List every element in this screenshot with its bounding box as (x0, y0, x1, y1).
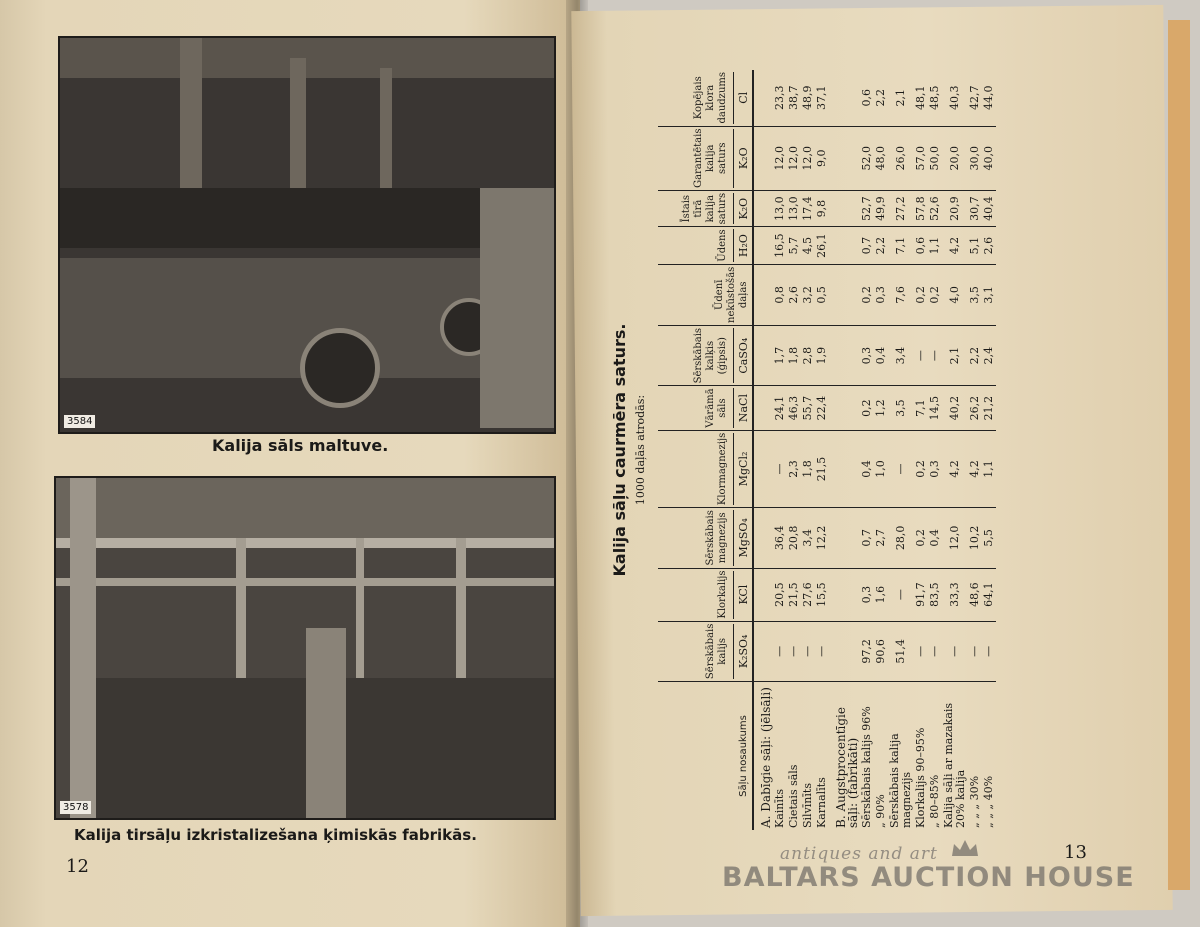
table-cell: 40,4 (982, 190, 996, 226)
table-cell: — (914, 325, 928, 385)
table-cell: 17,4 (801, 190, 815, 226)
table-cell: 0,5 (815, 264, 829, 325)
photo-grinding-mill (58, 36, 556, 434)
table-cell: 37,1 (815, 70, 829, 126)
table-cell: — (942, 621, 968, 681)
table-cell: 1,2 (874, 386, 888, 430)
table-cell: 14,5 (928, 386, 942, 430)
column-header-label: Īstais tīrā kalija saturs (681, 192, 728, 225)
table-cell: 13,0 (773, 190, 787, 226)
table-cell: — (787, 621, 801, 681)
row-label: „ 90% (874, 794, 887, 828)
table-cell: 24,1 (773, 386, 787, 430)
table-cell: 21,5 (787, 568, 801, 621)
table-cell: — (773, 621, 787, 681)
empty-cell (753, 325, 773, 385)
table-cell: 0,2 (860, 264, 874, 325)
row-label: „ „ „ 40% (982, 775, 995, 828)
row-label: Kalija sāļi ar mazakais 20% kalija (942, 702, 967, 828)
table-cell: 0,3 (860, 325, 874, 385)
table-cell: — (888, 568, 914, 621)
table-row (888, 70, 914, 830)
table-row (914, 70, 928, 830)
table-cell: 48,5 (928, 70, 942, 126)
table-cell: 1,9 (815, 325, 829, 385)
table-cell: 20,5 (773, 568, 787, 621)
table-cell: 51,4 (888, 621, 914, 681)
column-header-formula: KCl (733, 571, 750, 619)
column-header-label: Klorkalijs (717, 570, 728, 619)
page-number: 12 (66, 856, 89, 877)
table-cell: 57,8 (914, 190, 928, 226)
empty-cell (829, 227, 860, 264)
table-cell: 48,1 (914, 70, 928, 126)
empty-cell (753, 508, 773, 568)
table-cell: 7,6 (888, 264, 914, 325)
column-header-formula: K₂O (733, 193, 750, 224)
empty-cell (753, 264, 773, 325)
table-cell: 3,4 (888, 325, 914, 385)
table-cell: 27,6 (801, 568, 815, 621)
column-header (658, 227, 753, 264)
table-cell: 20,0 (942, 126, 968, 190)
table-cell: 12,2 (815, 508, 829, 568)
table-row (968, 70, 982, 830)
column-header (658, 70, 753, 126)
empty-cell (829, 264, 860, 325)
table-cell: 3,5 (968, 264, 982, 325)
table-cell: 83,5 (928, 568, 942, 621)
table-cell: 12,0 (787, 126, 801, 190)
empty-cell (829, 621, 860, 681)
table-cell: 52,7 (860, 190, 874, 226)
photo-number-tag: 3584 (64, 415, 95, 428)
photo-number-tag: 3578 (60, 801, 91, 814)
column-header-label: Klormagnezijs (717, 432, 728, 506)
table-row (773, 70, 787, 830)
column-header (658, 264, 753, 325)
empty-cell (829, 508, 860, 568)
table-cell: 0,6 (914, 227, 928, 264)
salt-composition-table (658, 70, 996, 830)
row-label: Sērskābais kalijs 96% (860, 706, 873, 828)
column-header-label: Sērskābais magnezijs (705, 510, 728, 566)
table-cell: 0,4 (860, 430, 874, 507)
table-cell: 40,0 (982, 126, 996, 190)
table-cell: 26,0 (888, 126, 914, 190)
table-cell: 2,6 (982, 227, 996, 264)
table-cell: 2,6 (787, 264, 801, 325)
crown-icon (950, 838, 980, 858)
rotated-table-block (610, 70, 1060, 830)
table-row (815, 70, 829, 830)
table-cell: 0,3 (874, 264, 888, 325)
column-header-label: Kopējais klora daudzums (693, 72, 728, 124)
table-cell: 15,5 (815, 568, 829, 621)
table-cell: 2,3 (787, 430, 801, 507)
table-row (787, 70, 801, 830)
empty-cell (829, 190, 860, 226)
table-cell: 64,1 (982, 568, 996, 621)
table-group-row (829, 70, 860, 830)
page-number: 13 (1064, 842, 1087, 863)
table-cell: 5,1 (968, 227, 982, 264)
table-cell: 40,2 (942, 386, 968, 430)
row-label: „ 80–85% (928, 774, 941, 828)
row-label: Klorkalijs 90–95% (914, 727, 927, 828)
table-cell: 7,1 (914, 386, 928, 430)
table-cell: 21,5 (815, 430, 829, 507)
table-cell: 48,9 (801, 70, 815, 126)
empty-cell (753, 190, 773, 226)
table-cell: 50,0 (928, 126, 942, 190)
table-cell: 0,2 (914, 264, 928, 325)
table-cell: 20,9 (942, 190, 968, 226)
empty-cell (753, 386, 773, 430)
column-header (658, 325, 753, 385)
column-header-label: Vārāmā sāls (705, 388, 728, 428)
row-label: Sērskābais kalija magnezijs (888, 733, 913, 828)
table-cell: 2,7 (874, 508, 888, 568)
table-cell: 52,0 (860, 126, 874, 190)
table-cell: 1,1 (928, 227, 942, 264)
table-cell: 2,1 (888, 70, 914, 126)
watermark-brand: BALTARS AUCTION HOUSE (722, 862, 1135, 893)
table-cell: 26,2 (968, 386, 982, 430)
table-cell: 36,4 (773, 508, 787, 568)
table-cell: 3,2 (801, 264, 815, 325)
table-subtitle: 1000 daļās atrodās: (634, 394, 647, 506)
table-cell: 49,9 (874, 190, 888, 226)
table-cell: 0,3 (860, 568, 874, 621)
table-cell: 90,6 (874, 621, 888, 681)
empty-cell (829, 568, 860, 621)
table-cell: 0,4 (874, 325, 888, 385)
table-row (982, 70, 996, 830)
table-cell: 46,3 (787, 386, 801, 430)
table-cell: 4,2 (968, 430, 982, 507)
table-cell: 5,5 (982, 508, 996, 568)
table-cell: 2,2 (874, 227, 888, 264)
column-header-name (658, 682, 753, 830)
table-cell: 30,7 (968, 190, 982, 226)
table-cell: 1,6 (874, 568, 888, 621)
table-cell: 4,0 (942, 264, 968, 325)
table-cell: 4,5 (801, 227, 815, 264)
column-header-formula: Cl (733, 72, 750, 124)
table-header-row (658, 70, 753, 830)
table-cell: 0,2 (914, 508, 928, 568)
table-cell: 3,5 (888, 386, 914, 430)
photo-crystallization-hall (54, 476, 556, 820)
empty-cell (753, 621, 773, 681)
table-cell: 33,3 (942, 568, 968, 621)
left-page (0, 0, 580, 927)
empty-cell (753, 126, 773, 190)
table-cell: — (801, 621, 815, 681)
table-cell: 13,0 (787, 190, 801, 226)
table-cell: 57,0 (914, 126, 928, 190)
table-cell: 20,8 (787, 508, 801, 568)
column-header-formula: MgSO₄ (733, 510, 750, 565)
table-cell: 12,0 (801, 126, 815, 190)
photo-caption: Kalija tirsāļu izkristalizešana ķimiskās fabrikās. (74, 826, 477, 844)
table-cell: 4,2 (942, 430, 968, 507)
table-cell: 0,2 (928, 264, 942, 325)
row-label: Cietais sāls (787, 764, 800, 828)
column-header-label: Ūdens (717, 229, 728, 262)
table-cell: 21,2 (982, 386, 996, 430)
column-header-formula: MgCl₂ (733, 433, 750, 505)
column-header (658, 126, 753, 190)
row-label: Karnalīts (815, 777, 828, 828)
page-edge (1168, 20, 1190, 890)
photo-caption: Kalija sāls maltuve. (212, 436, 389, 455)
empty-cell (829, 325, 860, 385)
table-cell: 48,6 (968, 568, 982, 621)
empty-cell (829, 430, 860, 507)
table-cell: — (982, 621, 996, 681)
table-cell: — (968, 621, 982, 681)
empty-cell (753, 70, 773, 126)
table-cell: 0,7 (860, 227, 874, 264)
table-cell: 10,2 (968, 508, 982, 568)
table-cell: — (815, 621, 829, 681)
table-cell: 2,8 (801, 325, 815, 385)
table-row (942, 70, 968, 830)
column-header-label: Garantētais kalija saturs (693, 128, 728, 188)
table-cell: 1,1 (982, 430, 996, 507)
column-header-label: Ūdenī nekūstošās daļas (714, 266, 749, 323)
table-cell: 9,8 (815, 190, 829, 226)
table-row (928, 70, 942, 830)
column-header (658, 508, 753, 568)
table-cell: 2,2 (874, 70, 888, 126)
table-cell: — (928, 325, 942, 385)
table-cell: 3,1 (982, 264, 996, 325)
table-cell: 0,8 (773, 264, 787, 325)
table-cell: 26,1 (815, 227, 829, 264)
table-cell: 97,2 (860, 621, 874, 681)
table-body (753, 70, 996, 830)
table-cell: 0,2 (860, 386, 874, 430)
table-cell: 40,3 (942, 70, 968, 126)
column-header (658, 386, 753, 430)
column-header-label: Sērskābais kalijs (705, 623, 728, 680)
empty-cell (829, 126, 860, 190)
table-cell: 44,0 (982, 70, 996, 126)
column-header-formula: K₂SO₄ (733, 624, 750, 679)
table-cell: 1,0 (874, 430, 888, 507)
table-cell: 28,0 (888, 508, 914, 568)
empty-cell (753, 227, 773, 264)
table-cell: 12,0 (773, 126, 787, 190)
column-header-formula: K₂O (733, 129, 750, 188)
empty-cell (753, 430, 773, 507)
empty-cell (829, 386, 860, 430)
table-cell: — (914, 621, 928, 681)
table-cell: 22,4 (815, 386, 829, 430)
table-cell: 2,2 (968, 325, 982, 385)
table-wrapper (610, 60, 1070, 830)
table-cell: — (928, 621, 942, 681)
table-cell: 52,6 (928, 190, 942, 226)
table-cell: 42,7 (968, 70, 982, 126)
table-cell: 30,0 (968, 126, 982, 190)
table-cell: 0,6 (860, 70, 874, 126)
table-cell: 2,1 (942, 325, 968, 385)
column-header-label: Sērskābais kalķis (ģipsis) (693, 327, 728, 384)
table-cell: 38,7 (787, 70, 801, 126)
table-cell: 1,8 (801, 430, 815, 507)
row-label: Silvīnīts (801, 783, 814, 828)
empty-cell (829, 70, 860, 126)
table-cell: 2,4 (982, 325, 996, 385)
column-header-formula: NaCl (733, 388, 750, 427)
table-cell: 1,8 (787, 325, 801, 385)
table-cell: 91,7 (914, 568, 928, 621)
column-header (658, 190, 753, 226)
table-cell: 7,1 (888, 227, 914, 264)
column-header-label: Sāļu nosaukums (738, 715, 749, 797)
table-cell: 23,3 (773, 70, 787, 126)
empty-cell (753, 568, 773, 621)
table-cell: — (888, 430, 914, 507)
table-row (874, 70, 888, 830)
table-cell: 27,2 (888, 190, 914, 226)
table-cell: 5,7 (787, 227, 801, 264)
table-cell: 0,2 (914, 430, 928, 507)
table-cell: 9,0 (815, 126, 829, 190)
table-group-row (753, 70, 773, 830)
watermark-tagline: antiques and art (780, 844, 938, 864)
table-cell: 48,0 (874, 126, 888, 190)
table-cell: 1,7 (773, 325, 787, 385)
table-cell: 0,7 (860, 508, 874, 568)
table-row (801, 70, 815, 830)
table-cell: 16,5 (773, 227, 787, 264)
table-cell: 55,7 (801, 386, 815, 430)
group-heading: A. Dabīgie sāļi: (jēlsāļi) (759, 687, 773, 828)
table-cell: 12,0 (942, 508, 968, 568)
column-header-formula: CaSO₄ (733, 328, 750, 383)
column-header (658, 430, 753, 507)
table-cell: 3,4 (801, 508, 815, 568)
table-cell: — (773, 430, 787, 507)
column-header (658, 568, 753, 621)
table-title: Kalija sāļu caurmēra saturs. (610, 323, 629, 577)
table-cell: 0,3 (928, 430, 942, 507)
group-heading: B. Augstprocentīgie sāļi: (fabrikāti) (834, 707, 860, 828)
table-cell: 0,4 (928, 508, 942, 568)
table-row (860, 70, 874, 830)
row-label: „ „ „ 30% (968, 775, 981, 828)
row-label: Kainīts (773, 789, 786, 828)
column-header-formula: H₂O (733, 229, 750, 261)
table-cell: 4,2 (942, 227, 968, 264)
column-header (658, 621, 753, 681)
